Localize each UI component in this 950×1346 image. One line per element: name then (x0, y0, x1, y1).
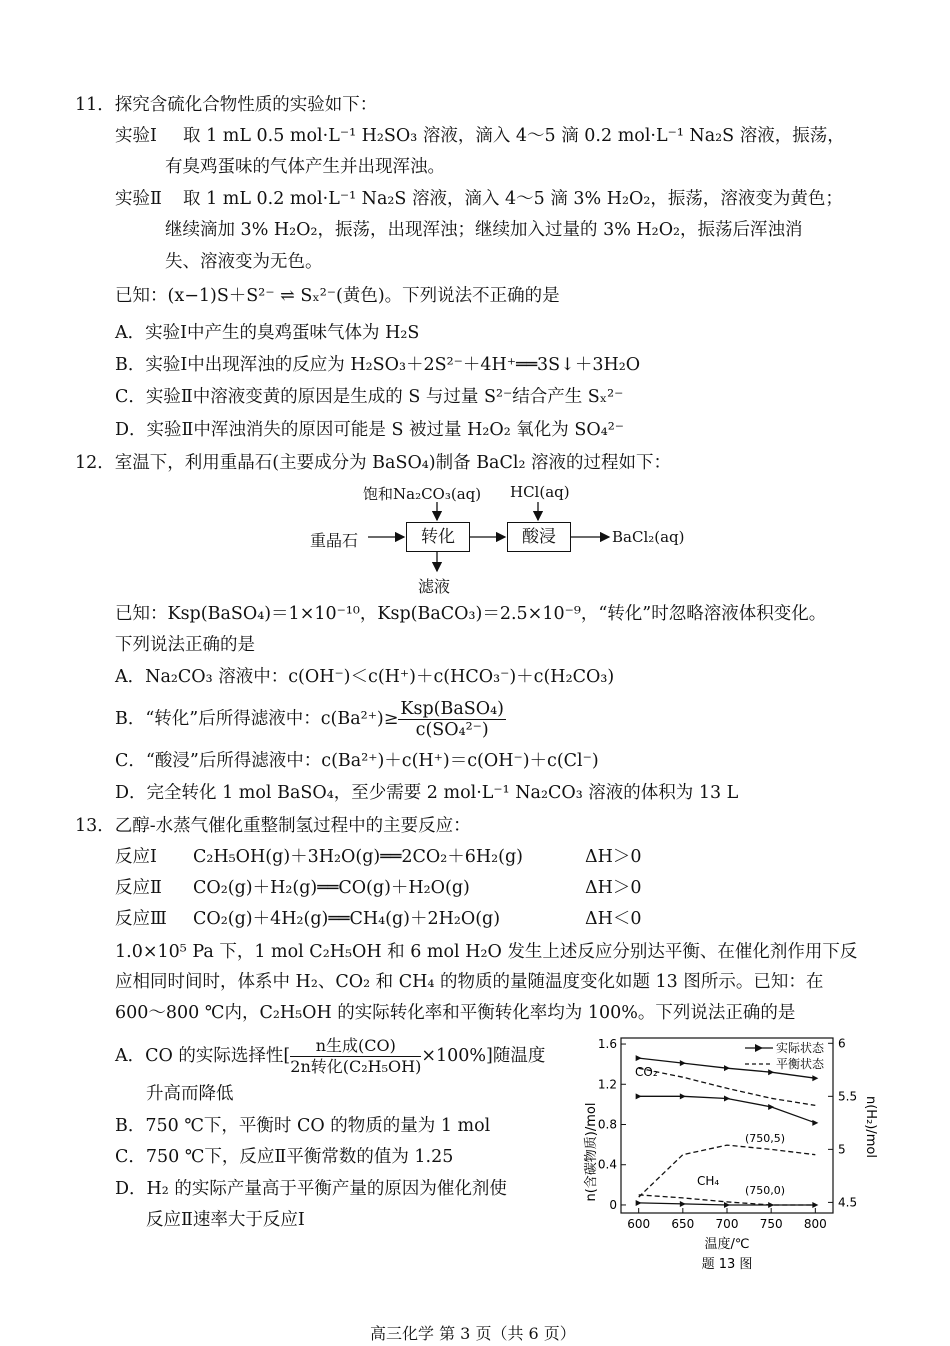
q13-r2-dh: ΔH＞0 (585, 878, 642, 898)
y-left-tick-label: 0.8 (597, 1117, 617, 1132)
q13-option-a-line2: 升高而降低 (146, 1084, 234, 1104)
series-point (812, 1202, 818, 1208)
chart-series (636, 1055, 819, 1208)
q13-option-d-line2: 反应Ⅱ速率大于反应Ⅰ (146, 1210, 305, 1230)
q11-stem: 11．探究含硫化合物性质的实验如下： (75, 95, 378, 115)
x-tick-label: 600 (627, 1217, 651, 1231)
series-line (639, 1096, 816, 1123)
q13-r2-equation: CO₂(g)＋H₂(g)══CO(g)＋H₂O(g) (193, 878, 470, 898)
flow-box-acid-leach: 酸浸 (507, 522, 571, 552)
flow-box-conversion: 转化 (406, 522, 470, 552)
y-left-tick-label: 0 (609, 1197, 617, 1212)
q13-option-b: B．750 ℃下，平衡时 CO 的物质的量为 1 mol (115, 1116, 491, 1136)
q13-option-c: C．750 ℃下，反应Ⅱ平衡常数的值为 1.25 (115, 1147, 454, 1167)
y-left-tick-label: 0.4 (597, 1157, 617, 1172)
q13-stem: 13．乙醇-水蒸气催化重整制氢过程中的主要反应： (75, 816, 471, 836)
q11-exp1-line2: 有臭鸡蛋味的气体产生并出现浑浊。 (165, 157, 445, 177)
series-point (636, 1093, 642, 1099)
label-ch4: CH₄ (697, 1174, 720, 1188)
x-tick-label: 800 (803, 1217, 827, 1231)
series-point (768, 1104, 774, 1110)
series-point (636, 1200, 642, 1206)
legend-equilibrium-label: 平衡状态 (776, 1057, 825, 1071)
q12-option-a: A．Na₂CO₃ 溶液中：c(OH⁻)＜c(H⁺)＋c(HCO₃⁻)＋c(H₂CO₃) (115, 667, 615, 687)
q11-known: 已知：(x−1)S＋S²⁻ ⇌ Sₓ²⁻(黄色)。下列说法不正确的是 (115, 286, 560, 306)
flow-arrows (0, 0, 950, 620)
chart-y-left-label: n(含碳物质)/mol (584, 1102, 599, 1202)
q13-option-d: D．H₂ 的实际产量高于平衡产量的原因为催化剂使 (115, 1179, 507, 1199)
chart-y-right-label: n(H₂)/mol (863, 1096, 878, 1158)
y-left-tick-label: 1.2 (597, 1077, 617, 1092)
y-right-tick-label: 5 (838, 1142, 846, 1157)
series-line (639, 1145, 816, 1197)
q12-option-b-num: Ksp(BaSO₄) (400, 699, 504, 719)
label-750-0: (750,0) (745, 1184, 786, 1197)
q13-condition-1: 1.0×10⁵ Pa 下，1 mol C₂H₅OH 和 6 mol H₂O 发生上述反应分别达平衡、在催化剂作用下反 (115, 942, 858, 962)
page-footer: 高三化学 第 3 页（共 6 页） (370, 1324, 576, 1343)
series-point (768, 1069, 774, 1075)
q13-option-a-num: n生成(CO) (290, 1036, 421, 1057)
series-point (724, 1065, 730, 1071)
q13-r3-dh: ΔH＜0 (585, 909, 642, 929)
flow-reagent-hcl: HCl(aq) (510, 483, 570, 501)
flow-waste-filtrate: 滤液 (418, 577, 451, 596)
q13-r3-equation: CO₂(g)＋4H₂(g)══CH₄(g)＋2H₂O(g) (193, 909, 501, 929)
q13-option-a-prefix: A．CO 的实际选择性[ (115, 1046, 291, 1066)
q12-option-b (115, 696, 506, 742)
q13-condition-2: 应相同时间时，体系中 H₂、CO₂ 和 CH₄ 的物质的量随温度变化如题 13 图所示。已知：在 (115, 972, 824, 992)
chart-caption: 题 13 图 (701, 1257, 753, 1272)
q11-exp2-line2: 继续滴加 3% H₂O₂，振荡，出现浑浊；继续加入过量的 3% H₂O₂，振荡后浑浊消 (165, 220, 803, 240)
chart-x-ticks (627, 1208, 827, 1231)
series-point (724, 1095, 730, 1101)
q12-option-c: C．“酸浸”后所得滤液中：c(Ba²⁺)＋c(H⁺)＝c(OH⁻)＋c(Cl⁻) (115, 751, 599, 771)
q11-option-c: C．实验Ⅱ中溶液变黄的原因是生成的 S 与过量 S²⁻结合产生 Sₓ²⁻ (115, 387, 624, 407)
q11-exp1-line1: 取 1 mL 0.5 mol·L⁻¹ H₂SO₃ 溶液，滴入 4～5 滴 0.2 mol·L⁻¹ Na₂S 溶液，振荡， (183, 126, 845, 146)
q13-r1-label: 反应Ⅰ (115, 847, 157, 867)
q13-r2-label: 反应Ⅱ (115, 878, 162, 898)
q13-option-a-fraction (290, 1036, 421, 1077)
series-point (812, 1075, 818, 1081)
x-tick-label: 700 (715, 1217, 739, 1231)
q13-condition-3: 600～800 ℃内，C₂H₅OH 的实际转化率和平衡转化率均为 100%。下列说法正确的是 (115, 1003, 796, 1023)
q11-exp2-line3: 失、溶液变为无色。 (165, 252, 323, 272)
series-point (724, 1202, 730, 1208)
q12-option-b-prefix: B．“转化”后所得滤液中：c(Ba²⁺)≥ (115, 709, 399, 729)
q12-stem: 12．室温下，利用重晶石(主要成分为 BaSO₄)制备 BaCl₂ 溶液的过程如下： (75, 453, 672, 473)
q13-r3-label: 反应Ⅲ (115, 909, 167, 929)
y-right-tick-label: 6 (838, 1036, 846, 1051)
legend-actual-label: 实际状态 (776, 1041, 825, 1055)
q12-ask: 下列说法正确的是 (115, 635, 255, 655)
x-tick-label: 650 (671, 1217, 695, 1231)
label-750-5: (750,5) (745, 1132, 786, 1145)
q13-r1-equation: C₂H₅OH(g)＋3H₂O(g)══2CO₂＋6H₂(g) (193, 847, 523, 867)
q11-exp1-label: 实验Ⅰ (115, 126, 157, 146)
q12-known: 已知：Ksp(BaSO₄)＝1×10⁻¹⁰，Ksp(BaCO₃)＝2.5×10⁻⁹，“转化”时忽略溶液体积变化。 (115, 604, 827, 624)
label-co2: CO₂ (635, 1065, 658, 1079)
flow-start-barite: 重晶石 (310, 531, 359, 550)
series-point (680, 1201, 686, 1207)
y-right-tick-label: 5.5 (838, 1089, 858, 1104)
q12-option-b-den: c(SO₄²⁻) (415, 720, 489, 740)
chart-x-label: 温度/℃ (704, 1237, 750, 1252)
q11-option-d: D．实验Ⅱ中浑浊消失的原因可能是 S 被过量 H₂O₂ 氧化为 SO₄²⁻ (115, 420, 624, 440)
x-tick-label: 750 (759, 1217, 783, 1231)
q12-option-b-fraction (398, 699, 506, 740)
q11-exp2-line1: 取 1 mL 0.2 mol·L⁻¹ Na₂S 溶液，滴入 4～5 滴 3% H₂O₂，振荡，溶液变为黄色； (183, 189, 843, 209)
q13-option-a (115, 1033, 545, 1079)
chart-y-left-ticks (598, 1037, 626, 1212)
legend-actual-marker (755, 1044, 763, 1052)
q11-option-a: A．实验Ⅰ中产生的臭鸡蛋味气体为 H₂S (115, 323, 420, 343)
q11-exp2-label: 实验Ⅱ (115, 189, 162, 209)
flow-product-bacl2: BaCl₂(aq) (612, 528, 685, 546)
y-right-tick-label: 4.5 (838, 1195, 858, 1210)
q13-option-a-den: 2n转化(C₂H₅OH) (290, 1057, 422, 1076)
series-point (680, 1093, 686, 1099)
q11-option-b: B．实验Ⅰ中出现浑浊的反应为 H₂SO₃＋2S²⁻＋4H⁺══3S↓＋3H₂O (115, 355, 641, 375)
y-left-tick-label: 1.6 (597, 1037, 617, 1052)
series-point (680, 1060, 686, 1066)
chart-y-right-ticks (828, 1036, 857, 1209)
series-point (636, 1055, 642, 1061)
q13-chart (584, 1032, 878, 1277)
series-point (812, 1120, 818, 1126)
q13-r1-dh: ΔH＞0 (585, 847, 642, 867)
flow-reagent-na2co3: 饱和Na₂CO₃(aq) (363, 485, 482, 503)
q13-option-a-suffix: ×100%]随温度 (421, 1046, 546, 1066)
q12-option-d: D．完全转化 1 mol BaSO₄，至少需要 2 mol·L⁻¹ Na₂CO₃ 溶液的体积为 13 L (115, 783, 739, 803)
